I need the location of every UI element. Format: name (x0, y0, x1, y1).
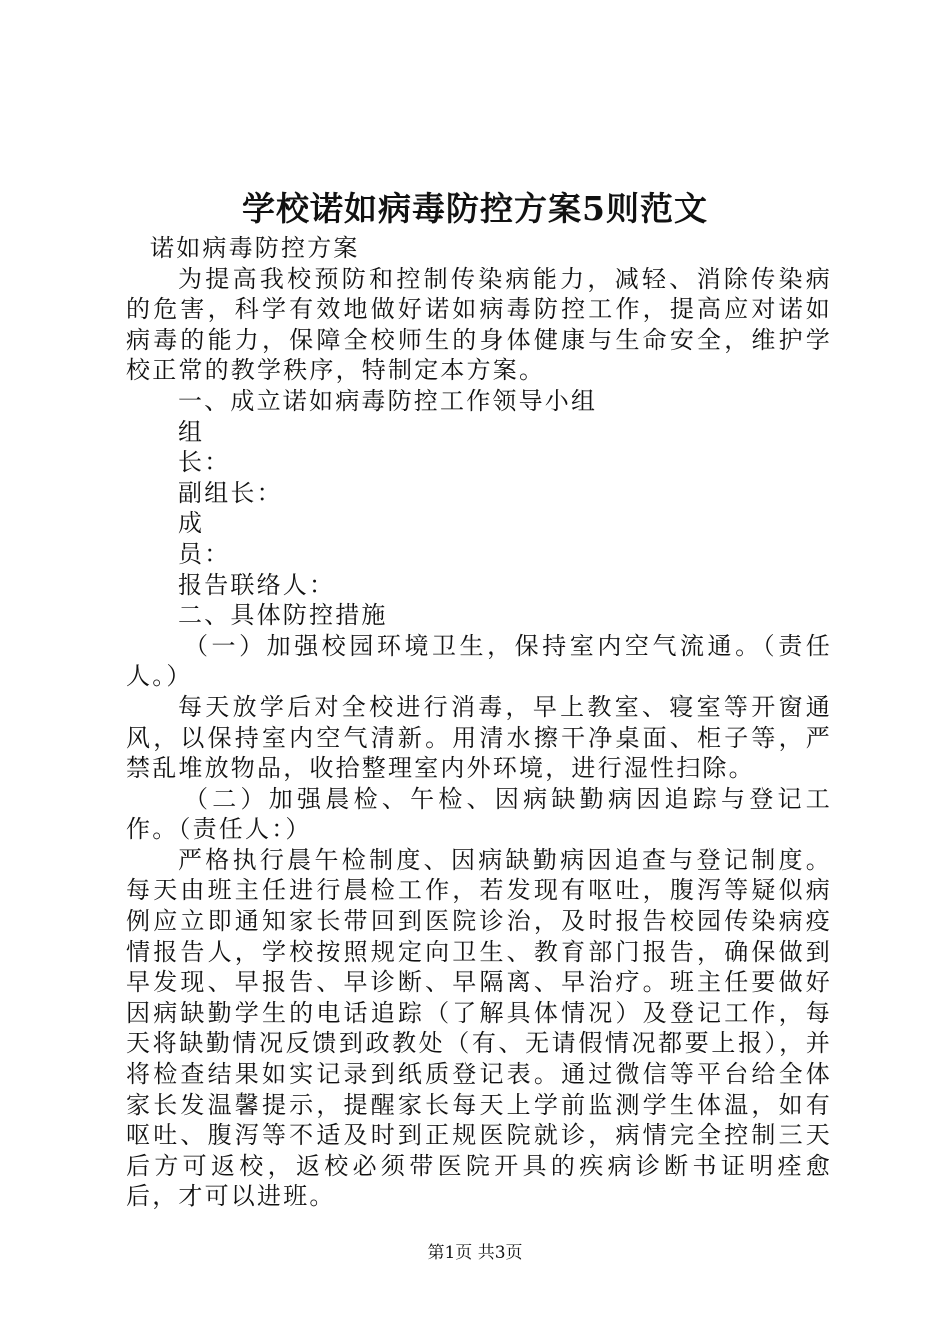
section-heading-leadership: 一、成立诺如病毒防控工作领导小组 (178, 386, 598, 415)
section-heading-plan: 诺如病毒防控方案 (150, 234, 360, 262)
measure-2-heading: （二）加强晨检、午检、因病缺勤病因追踪与登记工作。（责任人：） (126, 784, 832, 844)
document-body (126, 233, 832, 1212)
intro-paragraph: 为提高我校预防和控制传染病能力，减轻、消除传染病的危害，科学有效地做好诺如病毒防控工作，提高应对诺如病毒的能力，保障全校师生的身体健康与生命安全，维护学校正常的教学秩序，特制定本方案。 (126, 264, 832, 385)
document-title: 学校诺如病毒防控方案5则范文 (242, 189, 708, 228)
section-heading-measures: 二、具体防控措施 (178, 601, 388, 630)
page-number: 第1页 共3页 (427, 1243, 523, 1263)
measure-2-paragraph: 严格执行晨午检制度、因病缺勤病因追查与登记制度。每天由班主任进行晨检工作，若发现有呕吐，腹泻等疑似病例应立即通知家长带回到医院诊治，及时报告校园传染病疫情报告人，学校按照规定向卫生、教育部门报告，确保做到早发现、早报告、早诊断、早隔离、早治疗。班主任要做好因病缺勤学生的电话追踪（了解具体情况）及登记工作，每天将缺勤情况反馈到政教处（有、无请假情况都要上报），并将检查结果如实记录到纸质登记表。通过微信等平台给全体家长发温馨提示，提醒家长每天上学前监测学生体温，如有呕吐、腹泻等不适及时到正规医院就诊，病情完全控制三天后方可返校，返校必须带医院开具的疾病诊断书证明痊愈后，才可以进班。 (126, 845, 832, 1211)
measure-1-paragraph: 每天放学后对全校进行消毒，早上教室、寝室等开窗通风，以保持室内空气清新。用清水擦干净桌面、柜子等，严禁乱堆放物品，收拾整理室内外环境，进行湿性扫除。 (126, 692, 832, 783)
report-contact-field: 报告联络人： (178, 570, 336, 599)
group-leader-field: 组长： (178, 417, 231, 477)
members-field: 成员： (178, 509, 231, 568)
measure-1-heading: （一）加强校园环境卫生，保持室内空气流通。（责任人。） (126, 631, 832, 691)
deputy-leader-field: 副组长： (178, 478, 283, 507)
